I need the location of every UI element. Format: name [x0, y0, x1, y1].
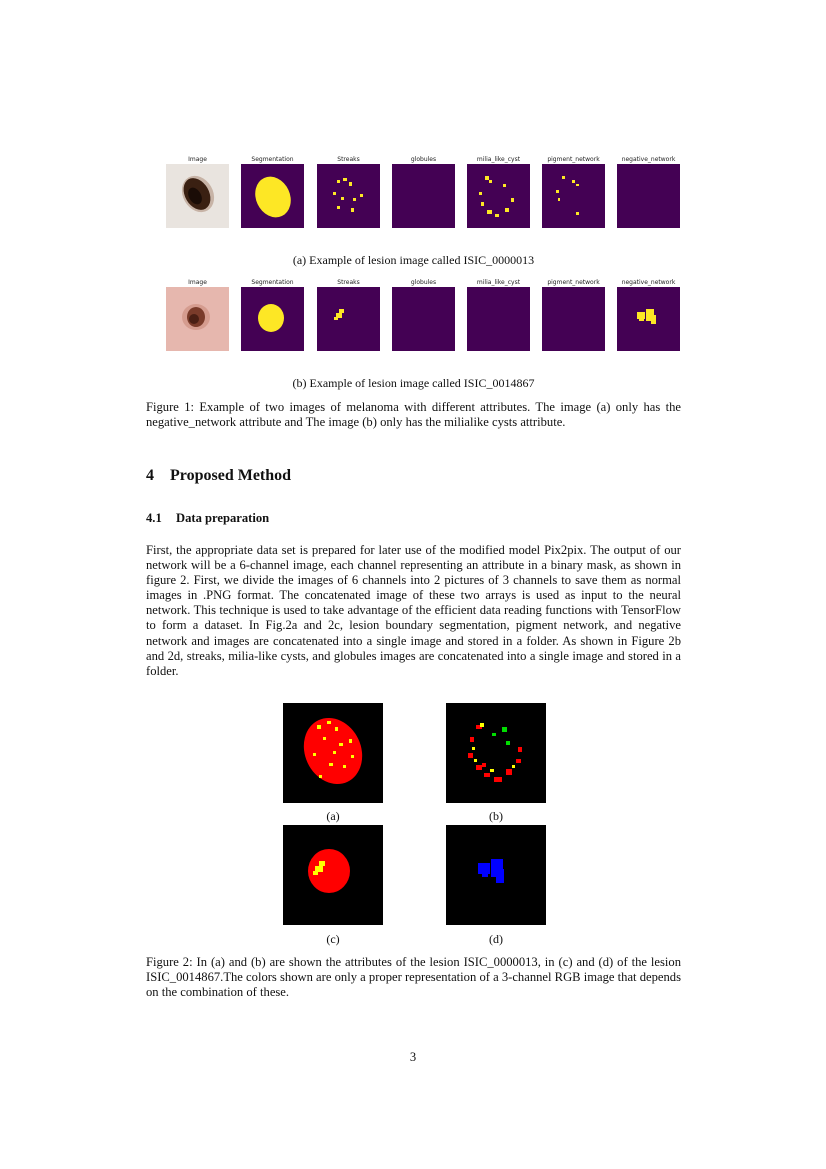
section-number: 4: [146, 467, 154, 484]
panel-title-image: Image: [188, 279, 207, 286]
panel-title-negative: negative_network: [621, 279, 676, 286]
panel-title-pigment: pigment_network: [547, 156, 600, 163]
figure-1-caption: Figure 1: Example of two images of melanoma with different attributes. The image (a) only has the negative_network attribute and The image (b) only has the milialike cysts attribute.: [146, 400, 681, 429]
figure-2a-image: [283, 703, 383, 803]
panel-title-segmentation: Segmentation: [251, 279, 294, 286]
mask-segmentation-a: [241, 164, 304, 228]
panel-title-milia: milia_like_cyst: [476, 279, 521, 286]
mask-negative-a: [617, 164, 680, 228]
subsection-number: 4.1: [146, 511, 162, 525]
mask-segmentation-b: [241, 287, 304, 351]
figure-2c-image: [283, 825, 383, 925]
panel-title-negative: negative_network: [621, 156, 676, 163]
section-heading: [146, 467, 291, 485]
panel-title-milia: milia_like_cyst: [476, 156, 521, 163]
page-number: 3: [409, 1050, 417, 1064]
figure-2b-label: (b): [489, 809, 503, 823]
panel-title-image: Image: [188, 156, 207, 163]
section-title: Proposed Method: [170, 467, 292, 484]
figure-2d-label: (d): [489, 932, 503, 946]
panel-title-streaks: Streaks: [337, 156, 360, 163]
subcaption-b: (b) Example of lesion image called ISIC_0014867: [292, 376, 535, 390]
body-paragraph: First, the appropriate data set is prepared for later use of the modified model Pix2pix. The output of our network will be a 6-channel image, each channel representing an attribute in a binary mask, as shown in figure 2. First, we divide the images of 6 channels into 2 pictures of 3 channels to save them as normal images in .PNG format. The concatenated image of these two arrays is used as input to the neural network. This technique is used to take advantage of the efficient data reading functions with TensorFlow to form a dataset. In Fig.2a and 2c, lesion boundary segmentation, pigment network, and negative network and images are concatenated into a single image and stored in a folder. As shown in Figure 2b and 2d, streaks, milia-like cysts, and globules images are concatenated into a single image and stored in a folder.: [146, 543, 681, 678]
mask-pigment-a: [542, 164, 605, 228]
panel-title-pigment: pigment_network: [547, 279, 600, 286]
mask-streaks-b: [317, 287, 380, 351]
panel-title-segmentation: Segmentation: [251, 156, 294, 163]
figure-2-caption: Figure 2: In (a) and (b) are shown the attributes of the lesion ISIC_0000013, in (c) and (d) of the lesion ISIC_0014867.The colors shown are only a proper representation of a 3-channel RGB image that depends on the combination of these.: [146, 955, 681, 999]
panel-title-streaks: Streaks: [337, 279, 360, 286]
lesion-photo-a: [166, 164, 229, 228]
mask-globules-a: [392, 164, 455, 228]
figure-2d-image: [446, 825, 546, 925]
mask-negative-b: [617, 287, 680, 351]
mask-pigment-b: [542, 287, 605, 351]
lesion-photo-b: [166, 287, 229, 351]
panel-title-globules: globules: [410, 156, 437, 163]
figure-2c-label: (c): [326, 932, 340, 946]
panel-title-globules: globules: [410, 279, 437, 286]
subsection-heading: [146, 511, 269, 526]
mask-milia-b: [467, 287, 530, 351]
figure-2a-label: (a): [326, 809, 340, 823]
mask-globules-b: [392, 287, 455, 351]
mask-streaks-a: [317, 164, 380, 228]
figure-2b-image: [446, 703, 546, 803]
mask-milia-a: [467, 164, 530, 228]
subsection-title: Data preparation: [176, 511, 270, 525]
subcaption-a: (a) Example of lesion image called ISIC_0000013: [292, 253, 535, 267]
